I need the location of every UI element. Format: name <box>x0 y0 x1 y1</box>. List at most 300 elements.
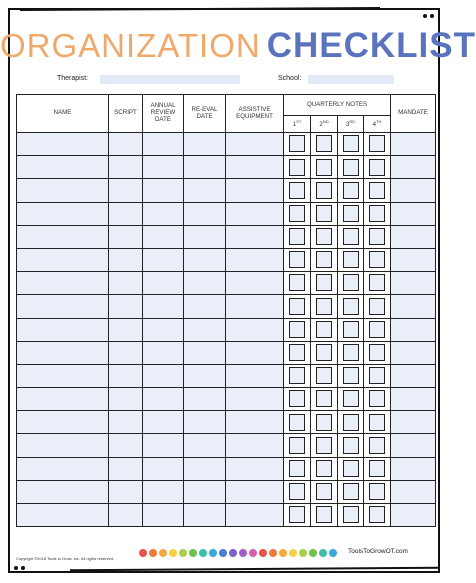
quarter-checkbox[interactable] <box>289 205 305 222</box>
table-cell[interactable] <box>226 202 284 225</box>
quarter-checkbox[interactable] <box>369 437 385 454</box>
table-cell[interactable] <box>143 156 184 179</box>
quarter-checkbox[interactable] <box>316 344 332 361</box>
quarter-cell[interactable] <box>311 341 338 364</box>
quarter-cell[interactable] <box>338 295 364 318</box>
quarter-checkbox[interactable] <box>289 437 305 454</box>
quarter-checkbox[interactable] <box>369 251 385 268</box>
color-dot <box>149 549 157 557</box>
table-cell[interactable] <box>143 318 184 341</box>
quarter-cell[interactable] <box>311 318 338 341</box>
corner-dot <box>423 14 427 18</box>
color-dots <box>139 549 337 557</box>
quarter-cell[interactable] <box>284 179 311 202</box>
quarter-cell[interactable] <box>338 133 364 156</box>
quarter-checkbox[interactable] <box>343 483 359 500</box>
color-dot <box>179 549 187 557</box>
checklist-table <box>16 94 436 527</box>
color-dot <box>299 549 307 557</box>
table-cell[interactable] <box>109 202 143 225</box>
quarter-cell[interactable] <box>311 202 338 225</box>
quarter-cell[interactable] <box>338 272 364 295</box>
quarter-checkbox[interactable] <box>289 460 305 477</box>
table-cell[interactable] <box>391 364 436 387</box>
color-dot <box>239 549 247 557</box>
footer-brand: ToolsToGrowOT.com <box>348 548 408 555</box>
quarter-cell[interactable] <box>338 434 364 457</box>
color-dot <box>289 549 297 557</box>
quarter-checkbox[interactable] <box>343 437 359 454</box>
table-cell[interactable] <box>109 504 143 527</box>
quarter-cell[interactable] <box>338 202 364 225</box>
table-cell[interactable] <box>17 341 109 364</box>
quarter-checkbox[interactable] <box>343 298 359 315</box>
table-cell[interactable] <box>184 341 226 364</box>
table-cell[interactable] <box>109 457 143 480</box>
table-cell[interactable] <box>143 457 184 480</box>
table-cell[interactable] <box>226 318 284 341</box>
quarter-cell[interactable] <box>364 272 391 295</box>
quarter-checkbox[interactable] <box>343 344 359 361</box>
col-re-eval: RE-EVAL DATE <box>184 95 226 133</box>
table-cell[interactable] <box>184 295 226 318</box>
quarter-cell[interactable] <box>311 133 338 156</box>
table-row <box>17 179 436 202</box>
table-cell[interactable] <box>17 202 109 225</box>
school-label: School: <box>278 75 302 82</box>
quarter-checkbox[interactable] <box>343 182 359 199</box>
table-cell[interactable] <box>17 434 109 457</box>
quarter-checkbox[interactable] <box>343 274 359 291</box>
table-cell[interactable] <box>391 318 436 341</box>
quarter-checkbox[interactable] <box>289 483 305 500</box>
quarter-cell[interactable] <box>284 341 311 364</box>
quarter-cell[interactable] <box>364 364 391 387</box>
table-cell[interactable] <box>109 341 143 364</box>
table-cell[interactable] <box>109 434 143 457</box>
table-cell[interactable] <box>226 364 284 387</box>
color-dot <box>139 549 147 557</box>
table-cell[interactable] <box>226 133 284 156</box>
quarter-cell[interactable] <box>338 318 364 341</box>
quarter-checkbox[interactable] <box>343 367 359 384</box>
color-dot <box>199 549 207 557</box>
col-annual-review: ANNUAL REVIEW DATE <box>143 95 184 133</box>
quarter-checkbox[interactable] <box>289 298 305 315</box>
quarter-cell[interactable] <box>311 248 338 271</box>
quarter-cell[interactable] <box>311 156 338 179</box>
quarter-checkbox[interactable] <box>289 274 305 291</box>
quarter-cell[interactable] <box>338 480 364 503</box>
table-cell[interactable] <box>391 156 436 179</box>
quarter-cell[interactable] <box>311 364 338 387</box>
quarter-cell[interactable] <box>364 504 391 527</box>
quarter-cell[interactable] <box>284 318 311 341</box>
quarter-checkbox[interactable] <box>369 321 385 338</box>
col-mandate: MANDATE <box>391 95 436 133</box>
therapist-label: Therapist: <box>57 75 89 82</box>
quarter-cell[interactable] <box>364 341 391 364</box>
table-cell[interactable] <box>143 364 184 387</box>
quarter-checkbox[interactable] <box>369 390 385 407</box>
quarter-checkbox[interactable] <box>316 460 332 477</box>
table-cell[interactable] <box>109 295 143 318</box>
col-q1: 1ST <box>284 116 311 133</box>
quarter-cell[interactable] <box>338 156 364 179</box>
table-row <box>17 156 436 179</box>
table-cell[interactable] <box>391 202 436 225</box>
quarter-cell[interactable] <box>364 318 391 341</box>
table-cell[interactable] <box>17 248 109 271</box>
table-cell[interactable] <box>391 388 436 411</box>
color-dot <box>209 549 217 557</box>
quarter-checkbox[interactable] <box>369 506 385 523</box>
quarter-checkbox[interactable] <box>343 390 359 407</box>
table-cell[interactable] <box>17 156 109 179</box>
table-cell[interactable] <box>226 225 284 248</box>
table-cell[interactable] <box>391 457 436 480</box>
table-cell[interactable] <box>184 156 226 179</box>
table-cell[interactable] <box>391 295 436 318</box>
table-row <box>17 318 436 341</box>
quarter-checkbox[interactable] <box>316 251 332 268</box>
quarter-cell[interactable] <box>284 480 311 503</box>
table-cell[interactable] <box>17 504 109 527</box>
table-cell[interactable] <box>184 434 226 457</box>
table-cell[interactable] <box>143 133 184 156</box>
quarter-cell[interactable] <box>284 457 311 480</box>
table-row <box>17 411 436 434</box>
quarter-checkbox[interactable] <box>343 228 359 245</box>
quarter-checkbox[interactable] <box>369 367 385 384</box>
table-cell[interactable] <box>391 179 436 202</box>
quarter-checkbox[interactable] <box>369 460 385 477</box>
quarter-checkbox[interactable] <box>369 135 385 152</box>
quarter-checkbox[interactable] <box>343 159 359 176</box>
color-dot <box>319 549 327 557</box>
quarter-cell[interactable] <box>364 388 391 411</box>
table-cell[interactable] <box>143 388 184 411</box>
quarter-checkbox[interactable] <box>369 182 385 199</box>
table-cell[interactable] <box>17 388 109 411</box>
table-row <box>17 504 436 527</box>
quarter-checkbox[interactable] <box>369 228 385 245</box>
quarter-cell[interactable] <box>284 411 311 434</box>
table-cell[interactable] <box>109 156 143 179</box>
table-cell[interactable] <box>109 480 143 503</box>
table-cell[interactable] <box>391 434 436 457</box>
table-cell[interactable] <box>17 225 109 248</box>
quarter-checkbox[interactable] <box>289 506 305 523</box>
quarter-checkbox[interactable] <box>343 414 359 431</box>
table-row <box>17 225 436 248</box>
color-dot <box>259 549 267 557</box>
table-cell[interactable] <box>143 504 184 527</box>
quarter-checkbox[interactable] <box>316 298 332 315</box>
table-cell[interactable] <box>143 480 184 503</box>
quarter-cell[interactable] <box>284 225 311 248</box>
table-row <box>17 295 436 318</box>
quarter-cell[interactable] <box>284 364 311 387</box>
quarter-checkbox[interactable] <box>316 182 332 199</box>
quarter-checkbox[interactable] <box>316 205 332 222</box>
table-cell[interactable] <box>184 364 226 387</box>
quarter-checkbox[interactable] <box>289 251 305 268</box>
table-cell[interactable] <box>226 504 284 527</box>
table-cell[interactable] <box>109 272 143 295</box>
color-dot <box>269 549 277 557</box>
table-cell[interactable] <box>109 133 143 156</box>
quarter-cell[interactable] <box>284 202 311 225</box>
quarter-cell[interactable] <box>338 411 364 434</box>
table-cell[interactable] <box>143 295 184 318</box>
quarter-checkbox[interactable] <box>289 321 305 338</box>
table-cell[interactable] <box>109 248 143 271</box>
col-q2: 2ND <box>311 116 338 133</box>
table-cell[interactable] <box>109 225 143 248</box>
table-cell[interactable] <box>226 480 284 503</box>
table-cell[interactable] <box>143 179 184 202</box>
quarter-cell[interactable] <box>364 179 391 202</box>
quarter-checkbox[interactable] <box>343 135 359 152</box>
quarter-cell[interactable] <box>338 388 364 411</box>
color-dot <box>229 549 237 557</box>
color-dot <box>169 549 177 557</box>
table-cell[interactable] <box>226 179 284 202</box>
page-title <box>0 26 476 65</box>
table-cell[interactable] <box>17 179 109 202</box>
table-row <box>17 388 436 411</box>
quarter-checkbox[interactable] <box>369 414 385 431</box>
quarter-checkbox[interactable] <box>343 321 359 338</box>
table-cell[interactable] <box>184 179 226 202</box>
table-cell[interactable] <box>184 318 226 341</box>
quarter-checkbox[interactable] <box>369 205 385 222</box>
quarter-checkbox[interactable] <box>316 414 332 431</box>
school-field[interactable] <box>308 75 394 84</box>
table-cell[interactable] <box>17 411 109 434</box>
quarter-cell[interactable] <box>311 411 338 434</box>
table-cell[interactable] <box>184 248 226 271</box>
table-row <box>17 341 436 364</box>
quarter-checkbox[interactable] <box>316 367 332 384</box>
table-cell[interactable] <box>143 248 184 271</box>
table-cell[interactable] <box>17 364 109 387</box>
table-cell[interactable] <box>391 411 436 434</box>
quarter-checkbox[interactable] <box>343 506 359 523</box>
quarter-checkbox[interactable] <box>289 414 305 431</box>
quarter-cell[interactable] <box>364 434 391 457</box>
col-script: SCRIPT <box>109 95 143 133</box>
color-dot <box>159 549 167 557</box>
table-row <box>17 434 436 457</box>
color-dot <box>219 549 227 557</box>
quarter-checkbox[interactable] <box>316 228 332 245</box>
quarter-cell[interactable] <box>284 388 311 411</box>
quarter-cell[interactable] <box>364 457 391 480</box>
table-row <box>17 364 436 387</box>
quarter-cell[interactable] <box>338 364 364 387</box>
table-cell[interactable] <box>226 341 284 364</box>
quarter-cell[interactable] <box>284 434 311 457</box>
table-cell[interactable] <box>17 318 109 341</box>
quarter-cell[interactable] <box>338 179 364 202</box>
table-cell[interactable] <box>184 480 226 503</box>
table-cell[interactable] <box>143 434 184 457</box>
quarter-checkbox[interactable] <box>316 437 332 454</box>
col-assistive-equipment: ASSISTIVE EQUIPMENT <box>226 95 284 133</box>
corner-dot <box>430 14 434 18</box>
quarter-checkbox[interactable] <box>343 251 359 268</box>
col-quarterly-notes: QUARTERLY NOTES <box>284 95 391 116</box>
quarter-cell[interactable] <box>338 248 364 271</box>
therapist-field[interactable] <box>100 75 240 84</box>
quarter-cell[interactable] <box>338 341 364 364</box>
quarter-checkbox[interactable] <box>369 274 385 291</box>
quarter-cell[interactable] <box>284 156 311 179</box>
quarter-cell[interactable] <box>311 272 338 295</box>
table-row <box>17 457 436 480</box>
table-cell[interactable] <box>391 480 436 503</box>
col-q4: 4TH <box>364 116 391 133</box>
table-cell[interactable] <box>184 133 226 156</box>
quarter-cell[interactable] <box>311 225 338 248</box>
quarter-checkbox[interactable] <box>369 344 385 361</box>
quarter-checkbox[interactable] <box>369 298 385 315</box>
table-cell[interactable] <box>184 272 226 295</box>
quarter-cell[interactable] <box>284 133 311 156</box>
quarter-checkbox[interactable] <box>316 135 332 152</box>
table-cell[interactable] <box>17 272 109 295</box>
table-row <box>17 202 436 225</box>
table-cell[interactable] <box>143 272 184 295</box>
table-cell[interactable] <box>226 434 284 457</box>
table-cell[interactable] <box>226 295 284 318</box>
quarter-cell[interactable] <box>311 480 338 503</box>
quarter-cell[interactable] <box>338 225 364 248</box>
quarter-checkbox[interactable] <box>316 159 332 176</box>
quarter-cell[interactable] <box>364 156 391 179</box>
table-cell[interactable] <box>226 388 284 411</box>
table-cell[interactable] <box>17 295 109 318</box>
quarter-checkbox[interactable] <box>289 228 305 245</box>
col-q3: 3RD <box>338 116 364 133</box>
table-row <box>17 248 436 271</box>
quarter-checkbox[interactable] <box>343 460 359 477</box>
title-organization: ORGANIZATION <box>0 27 261 64</box>
quarter-checkbox[interactable] <box>316 506 332 523</box>
table-cell[interactable] <box>17 133 109 156</box>
quarter-checkbox[interactable] <box>289 182 305 199</box>
quarter-checkbox[interactable] <box>289 159 305 176</box>
quarter-cell[interactable] <box>364 248 391 271</box>
quarter-cell[interactable] <box>311 388 338 411</box>
table-cell[interactable] <box>109 179 143 202</box>
color-dot <box>189 549 197 557</box>
table-cell[interactable] <box>17 480 109 503</box>
footer-copyright: Copyright ©2018 Tools to Grow, Inc. All rights reserved. <box>16 556 115 561</box>
table-cell[interactable] <box>226 457 284 480</box>
quarter-checkbox[interactable] <box>316 390 332 407</box>
quarter-cell[interactable] <box>284 248 311 271</box>
quarter-cell[interactable] <box>284 295 311 318</box>
quarter-cell[interactable] <box>311 295 338 318</box>
table-cell[interactable] <box>226 248 284 271</box>
quarter-cell[interactable] <box>338 504 364 527</box>
quarter-checkbox[interactable] <box>289 344 305 361</box>
table-cell[interactable] <box>143 202 184 225</box>
table-cell[interactable] <box>109 318 143 341</box>
quarter-cell[interactable] <box>338 457 364 480</box>
table-cell[interactable] <box>109 388 143 411</box>
quarter-cell[interactable] <box>364 411 391 434</box>
table-cell[interactable] <box>391 504 436 527</box>
color-dot <box>279 549 287 557</box>
table-cell[interactable] <box>184 202 226 225</box>
table-cell[interactable] <box>391 341 436 364</box>
quarter-cell[interactable] <box>364 225 391 248</box>
table-cell[interactable] <box>391 248 436 271</box>
quarter-checkbox[interactable] <box>316 321 332 338</box>
table-cell[interactable] <box>184 411 226 434</box>
quarter-checkbox[interactable] <box>369 159 385 176</box>
table-cell[interactable] <box>143 225 184 248</box>
quarter-cell[interactable] <box>311 457 338 480</box>
table-cell[interactable] <box>391 133 436 156</box>
table-row <box>17 272 436 295</box>
table-cell[interactable] <box>143 341 184 364</box>
quarter-checkbox[interactable] <box>316 483 332 500</box>
table-row <box>17 480 436 503</box>
table-cell[interactable] <box>391 225 436 248</box>
color-dot <box>309 549 317 557</box>
table-cell[interactable] <box>184 504 226 527</box>
quarter-checkbox[interactable] <box>343 205 359 222</box>
quarter-cell[interactable] <box>311 504 338 527</box>
quarter-cell[interactable] <box>284 272 311 295</box>
quarter-cell[interactable] <box>364 202 391 225</box>
table-cell[interactable] <box>109 411 143 434</box>
table-cell[interactable] <box>143 411 184 434</box>
quarter-cell[interactable] <box>284 504 311 527</box>
quarter-checkbox[interactable] <box>369 483 385 500</box>
table-row <box>17 133 436 156</box>
quarter-cell[interactable] <box>311 434 338 457</box>
table-cell[interactable] <box>184 457 226 480</box>
quarter-cell[interactable] <box>364 133 391 156</box>
table-cell[interactable] <box>226 411 284 434</box>
table-cell[interactable] <box>109 364 143 387</box>
color-dot <box>329 549 337 557</box>
quarter-checkbox[interactable] <box>289 135 305 152</box>
quarter-cell[interactable] <box>364 295 391 318</box>
corner-dot <box>14 566 18 570</box>
col-name: NAME <box>17 95 109 133</box>
table-cell[interactable] <box>391 272 436 295</box>
table-cell[interactable] <box>17 457 109 480</box>
table-cell[interactable] <box>184 388 226 411</box>
corner-dot <box>21 566 25 570</box>
table-cell[interactable] <box>226 272 284 295</box>
quarter-checkbox[interactable] <box>316 274 332 291</box>
quarter-checkbox[interactable] <box>289 390 305 407</box>
table-cell[interactable] <box>184 225 226 248</box>
table-cell[interactable] <box>226 156 284 179</box>
title-checklist: CHECKLIST <box>266 26 476 65</box>
quarter-checkbox[interactable] <box>289 367 305 384</box>
quarter-cell[interactable] <box>311 179 338 202</box>
quarter-cell[interactable] <box>364 480 391 503</box>
